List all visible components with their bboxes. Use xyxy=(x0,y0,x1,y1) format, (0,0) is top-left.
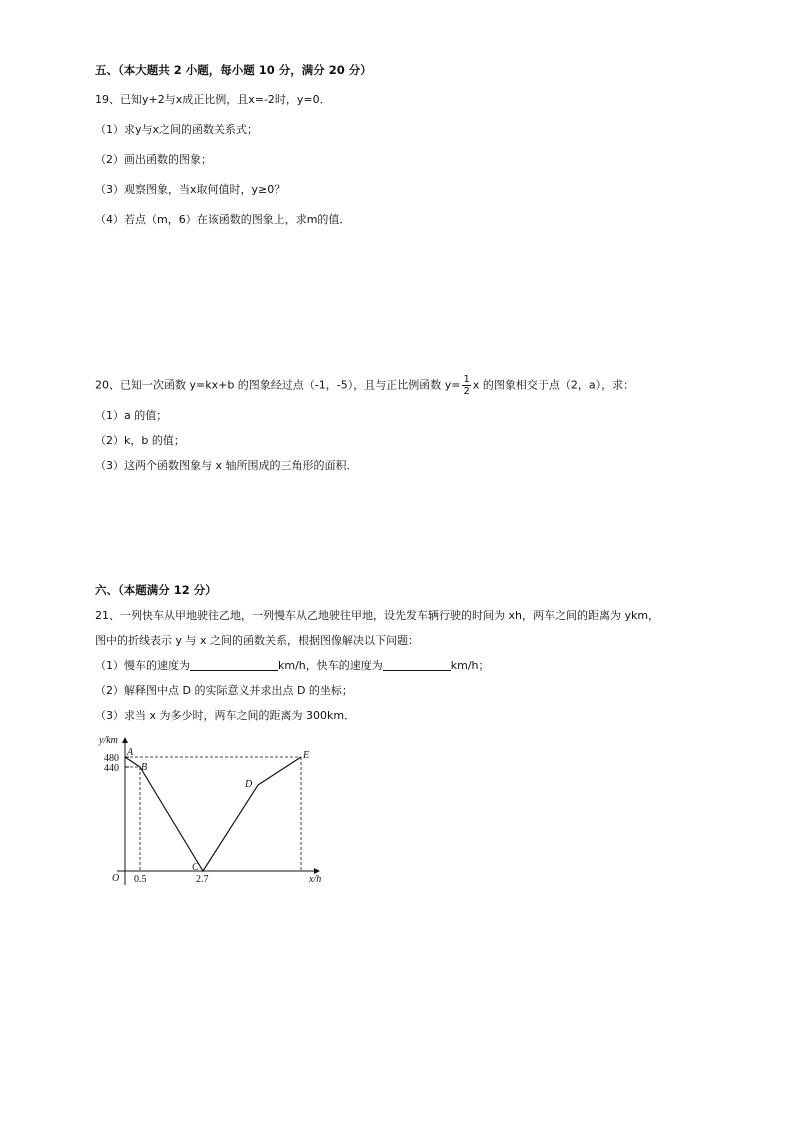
q20-item-1: （1）a 的值； xyxy=(95,409,168,422)
q19-stem: 19、已知y+2与x成正比例，且x=-2时，y=0． xyxy=(95,93,331,106)
point-A-label: A xyxy=(127,747,134,758)
y-tick-440: 440 xyxy=(104,763,119,774)
q21-item1-a: （1）慢车的速度为 xyxy=(95,659,190,672)
x-tick-0.5: 0.5 xyxy=(134,874,147,885)
section6-heading: 六、（本题满分 12 分） xyxy=(95,583,217,597)
point-E-label: E xyxy=(303,750,310,761)
point-C-label: C xyxy=(192,862,199,873)
x-axis-label: x/h xyxy=(309,874,322,885)
q20-stem-a: 20、已知一次函数 y=kx+b 的图象经过点（-1，-5），且与正比例函数 y= xyxy=(95,378,461,392)
q20-item-2: （2）k，b 的值； xyxy=(95,434,185,447)
q20-frac-num: 1 xyxy=(463,374,470,385)
origin-label: O xyxy=(112,873,120,884)
q20-item-3: （3）这两个函数图象与 x 轴所围成的三角形的面积． xyxy=(95,459,358,472)
distance-polyline xyxy=(125,757,301,871)
q19-item-4: （4）若点（m，6）在该函数的图象上，求m的值． xyxy=(95,213,351,226)
slow-speed-blank[interactable] xyxy=(190,658,278,671)
x-tick-2.7: 2.7 xyxy=(196,874,209,885)
point-D-label: D xyxy=(245,779,253,790)
q19-item-1: （1）求y与x之间的函数关系式； xyxy=(95,123,259,136)
q21-item1-c: km/h； xyxy=(450,659,490,672)
q20-stem-b: x 的图象相交于点（2，a），求： xyxy=(472,378,635,392)
point-B-label: B xyxy=(141,762,148,773)
q21-item1-b: km/h，快车的速度为 xyxy=(278,659,383,672)
q21-item-2: （2）解释图中点 D 的实际意义并求出点 D 的坐标； xyxy=(95,684,353,697)
section5-heading: 五、（本大题共 2 小题，每小题 10 分，满分 20 分） xyxy=(95,63,372,77)
q19-item-2: （2）画出函数的图象； xyxy=(95,153,212,166)
q21-item-1 xyxy=(95,658,490,674)
distance-time-graph xyxy=(95,730,335,890)
y-axis-label: y/km xyxy=(99,735,118,746)
y-tick-480: 480 xyxy=(104,753,119,764)
q21-stem-line2: 图中的折线表示 y 与 x 之间的函数关系，根据图像解决以下问题： xyxy=(95,634,420,647)
q20-fraction xyxy=(462,374,470,397)
q20-stem xyxy=(95,374,634,397)
q19-item-3: （3）观察图象，当x取何值时，y≥0？ xyxy=(95,183,286,196)
q20-frac-den: 2 xyxy=(463,386,470,397)
fast-speed-blank[interactable] xyxy=(383,658,451,671)
q21-stem-line1: 21、一列快车从甲地驶往乙地，一列慢车从乙地驶往甲地，设先发车辆行驶的时间为 xh，两车之间的距离为 ykm， xyxy=(95,609,660,622)
q21-item-3: （3）求当 x 为多少时，两车之间的距离为 300km． xyxy=(95,709,356,722)
